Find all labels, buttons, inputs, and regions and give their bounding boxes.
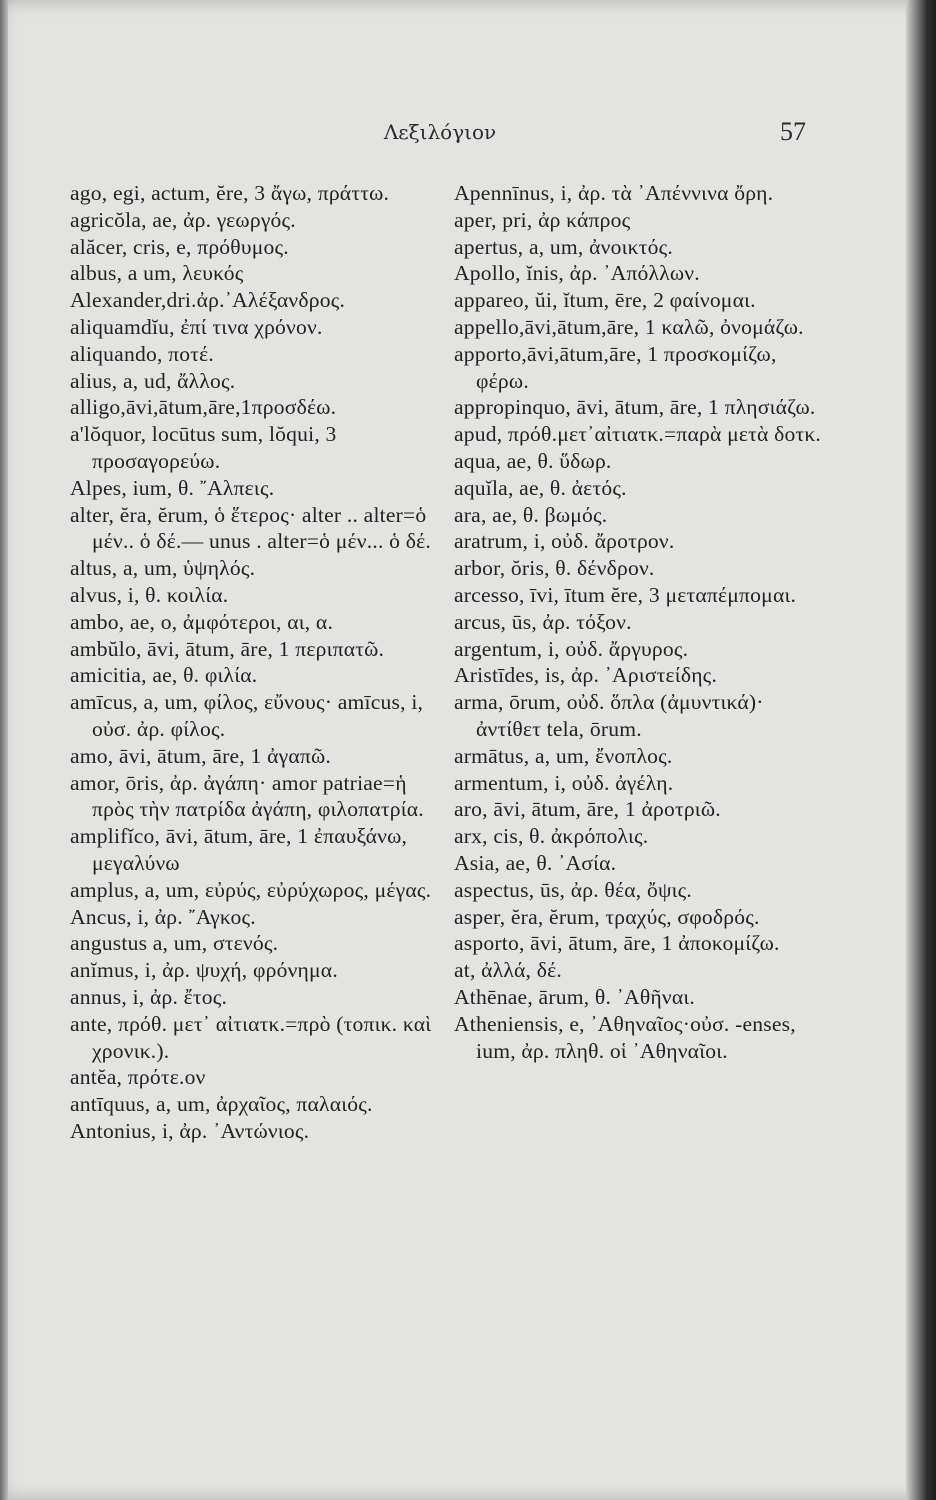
entry-ambulo: ambŭlo, āvi, ātum, āre, 1 περιπατῶ. bbox=[70, 636, 385, 661]
entry-altus: altus, a, um, ὑψηλός. bbox=[70, 556, 256, 581]
entry-amo: amo, āvi, ātum, āre, 1 ἀγαπῶ. bbox=[70, 743, 331, 768]
entry-asporto: asporto, āvi, ātum, āre, 1 ἀποκομίζω. bbox=[454, 931, 780, 956]
entry-amplifico: amplifĭco, āvi, ātum, āre, 1 ἐπαυξάνω, μεγαλύνω bbox=[70, 824, 408, 875]
page-edge-left bbox=[0, 0, 8, 1500]
entry-apud: apud, πρόθ.μετ᾿αἰτιατκ.=παρὰ μετὰ δοτκ. bbox=[454, 422, 822, 447]
entry-alvus: alvus, i, θ. κοιλία. bbox=[70, 582, 229, 607]
entry-appropinquo: appropinquo, āvi, ātum, āre, 1 πλησιάζω. bbox=[454, 395, 816, 420]
entry-amicus: amīcus, a, um, φίλος, εὔνους· amīcus, i, οὐσ. ἀρ. φίλος. bbox=[70, 690, 424, 741]
entry-ago: ago, egi, actum, ĕre, 3 ἄγω, πράττω. bbox=[70, 181, 390, 205]
entry-alexander: Alexander,dri.ἀρ.᾿Αλέξανδρος. bbox=[70, 288, 346, 313]
entry-aliquamdiu: aliquamdĭu, ἐπί τινα χρόνον. bbox=[70, 314, 323, 339]
running-head bbox=[0, 117, 880, 152]
entry-asper: asper, ĕra, ĕrum, τραχύς, σφοδρός. bbox=[454, 904, 760, 929]
entry-alpes: Alpes, ium, θ. ῎Αλπεις. bbox=[70, 475, 275, 500]
entry-aristides: Aristīdes, is, ἀρ. ᾿Αριστείδης. bbox=[454, 663, 718, 688]
entry-ancus: Ancus, i, ἀρ. ῎Αγκος. bbox=[70, 904, 256, 929]
entry-aro: aro, āvi, ātum, āre, 1 ἀροτριῶ. bbox=[454, 797, 721, 822]
entry-alloquor: a'lŏquor, locūtus sum, lŏqui, 3 προσαγορεύω. bbox=[70, 422, 337, 473]
entry-alter: alter, ĕra, ĕrum, ὁ ἕτερος· alter .. alter=ὁ μέν.. ὁ δέ.— unus . alter=ὁ μέν... ὁ δέ. bbox=[70, 502, 431, 554]
entry-amicitia: amicitia, ae, θ. φιλία. bbox=[70, 663, 258, 688]
entry-amplus: amplus, a, um, εὐρύς, εὐρύχωρος, μέγας. bbox=[70, 877, 432, 902]
entry-aqua: aqua, ae, θ. ὕδωρ. bbox=[454, 448, 612, 473]
entry-animus: anĭmus, i, ἀρ. ψυχή, φρόνημα. bbox=[70, 958, 338, 983]
entry-arma: arma, ōrum, οὐδ. ὅπλα (ἀμυντικά)· ἀντίθετ tela, ōrum. bbox=[454, 690, 764, 741]
entry-at: at, ἀλλά, δέ. bbox=[454, 958, 562, 983]
entry-antea: antĕa, πρότε.ον bbox=[70, 1065, 206, 1090]
entry-armentum: armentum, i, οὐδ. ἀγέλη. bbox=[454, 770, 674, 795]
entry-albus: albus, a um, λευκός bbox=[70, 261, 244, 286]
entry-athenae: Athēnae, ārum, θ. ᾿Αθῆναι. bbox=[454, 984, 695, 1009]
entry-arcesso: arcesso, īvi, ītum ĕre, 3 μεταπέμπομαι. bbox=[454, 582, 797, 607]
entry-asia: Asia, ae, θ. ᾿Ασία. bbox=[454, 850, 617, 875]
running-head-title: Λεξιλόγιον bbox=[383, 120, 497, 144]
entry-ambo: ambo, ae, o, ἀμφότεροι, αι, α. bbox=[70, 609, 334, 634]
entry-apenninus: Apennīnus, i, ἀρ. τὰ ᾿Απέννινα ὄρη. bbox=[454, 181, 774, 205]
entry-aquila: aquĭla, ae, θ. ἀετός. bbox=[454, 475, 627, 500]
entry-antonius: Antonius, i, ἀρ. ᾿Αντώνιος. bbox=[70, 1118, 310, 1143]
entry-apporto: apporto,āvi,ātum,āre, 1 προσκομίζω, φέρω. bbox=[454, 341, 777, 393]
entry-alligo: alligo,āvi,ātum,āre,1προσδέω. bbox=[70, 395, 337, 420]
entry-appareo: appareo, ŭi, ĭtum, ēre, 2 φαίνομαι. bbox=[454, 288, 756, 313]
entry-alacer: alăcer, cris, e, πρόθυμος. bbox=[70, 234, 289, 259]
entry-annus: annus, i, ἀρ. ἔτος. bbox=[70, 984, 228, 1009]
left-column bbox=[70, 180, 442, 1145]
entry-appello: appello,āvi,ātum,āre, 1 καλῶ, ὀνομάζω. bbox=[454, 314, 804, 339]
entry-aper: aper, pri, ἀρ κάπρος bbox=[454, 207, 631, 232]
entry-armatus: armātus, a, um, ἔνοπλος. bbox=[454, 743, 673, 768]
entry-atheniensis: Atheniensis, e, ᾿Αθηναῖος·οὐσ. -enses, ium, ἀρ. πληθ. οἱ ᾿Αθηναῖοι. bbox=[454, 1011, 796, 1063]
entry-arcus: arcus, ūs, ἀρ. τόξον. bbox=[454, 609, 632, 634]
entry-ante: ante, πρόθ. μετ᾿ αἰτιατκ.=πρὸ (τοπικ. καὶ χρονικ.). bbox=[70, 1011, 432, 1063]
entry-aspectus: aspectus, ūs, ἀρ. θέα, ὄψις. bbox=[454, 877, 693, 902]
entry-arx: arx, cis, θ. ἀκρόπολις. bbox=[454, 824, 649, 849]
entry-antiquus: antīquus, a, um, ἀρχαῖος, παλαιός. bbox=[70, 1092, 373, 1117]
right-column bbox=[454, 180, 826, 1064]
entry-argentum: argentum, i, οὐδ. ἄργυρος. bbox=[454, 636, 689, 661]
entry-alius: alius, a, ud, ἄλλος. bbox=[70, 368, 236, 393]
entry-arbor: arbor, ŏris, θ. δένδρον. bbox=[454, 556, 655, 581]
page-edge-right bbox=[906, 0, 936, 1500]
entry-ara: ara, ae, θ. βωμός. bbox=[454, 502, 608, 527]
entry-agricola: agricŏla, ae, ἀρ. γεωργός. bbox=[70, 207, 296, 232]
entry-apertus: apertus, a, um, ἀνοικτός. bbox=[454, 234, 673, 259]
entry-apollo: Apollo, ĭnis, ἀρ. ᾿Απόλλων. bbox=[454, 261, 700, 286]
entry-angustus: angustus a, um, στενός. bbox=[70, 931, 279, 956]
page-number: 57 bbox=[780, 117, 806, 146]
entry-amor: amor, ōris, ἀρ. ἀγάπη· amor patriae=ἡ πρὸς τὴν πατρίδα ἀγάπη, φιλοπατρία. bbox=[70, 770, 424, 822]
entry-aratrum: aratrum, i, οὐδ. ἄροτρον. bbox=[454, 529, 675, 554]
entry-aliquando: aliquando, ποτέ. bbox=[70, 341, 214, 366]
